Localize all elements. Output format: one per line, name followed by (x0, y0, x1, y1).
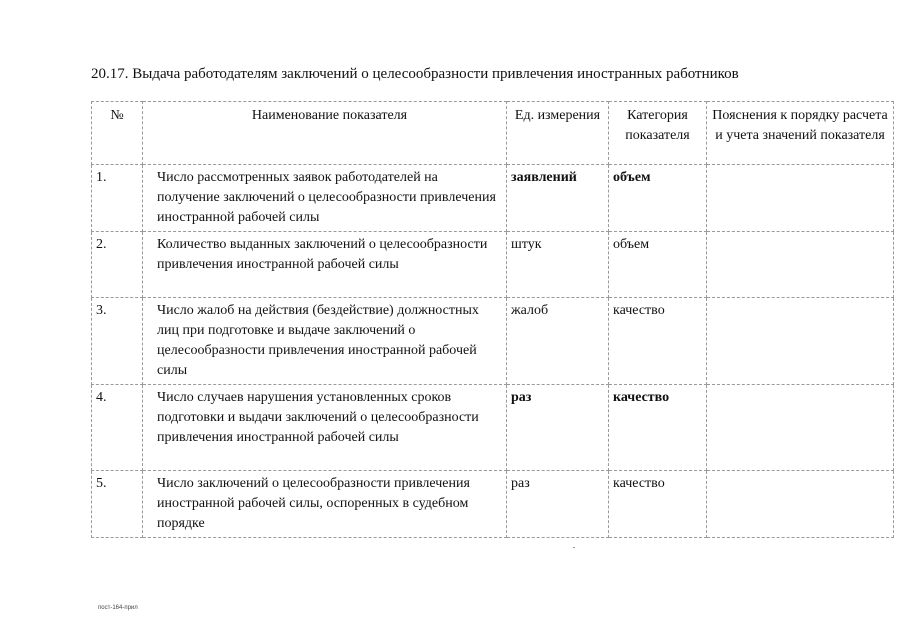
header-indicator-name: Наименование показателя (143, 102, 507, 165)
row-number: 4. (92, 385, 143, 471)
indicator-name: Число жалоб на действия (бездействие) должностных лиц при подготовке и выдаче заключений о целесообразности привлечения иностранной рабочей силы (143, 298, 507, 385)
indicator-name: Число случаев нарушения установленных сроков подготовки и выдачи заключений о целесообразности привлечения иностранной рабочей силы (143, 385, 507, 471)
indicator-name: Число заключений о целесообразности привлечения иностранной рабочей силы, оспоренных в судебном порядке (143, 471, 507, 538)
table-row (92, 298, 894, 385)
header-notes: Пояснения к порядку расчета и учета значений показателя (707, 102, 894, 165)
category-value: объем (609, 232, 707, 298)
unit-value: заявлений (507, 165, 609, 232)
table-row (92, 165, 894, 232)
row-number: 1. (92, 165, 143, 232)
table-row (92, 471, 894, 538)
notes-value (707, 298, 894, 385)
row-number: 3. (92, 298, 143, 385)
row-number: 5. (92, 471, 143, 538)
notes-value (707, 471, 894, 538)
scan-speck (573, 547, 575, 548)
footer-note: пост-164-прил (98, 605, 138, 611)
indicator-name: Число рассмотренных заявок работодателей на получение заключений о целесообразности привлечения иностранной рабочей силы (143, 165, 507, 232)
unit-value: раз (507, 385, 609, 471)
unit-value: раз (507, 471, 609, 538)
category-value: качество (609, 471, 707, 538)
unit-value: жалоб (507, 298, 609, 385)
notes-value (707, 385, 894, 471)
indicator-name: Количество выданных заключений о целесообразности привлечения иностранной рабочей силы (143, 232, 507, 298)
table-row (92, 385, 894, 471)
row-number: 2. (92, 232, 143, 298)
indicators-table (91, 101, 894, 538)
page-title: 20.17. Выдача работодателям заключений о целесообразности привлечения иностранных работников (91, 66, 739, 82)
header-category: Категория показателя (609, 102, 707, 165)
table-header-row (92, 102, 894, 165)
category-value: качество (609, 385, 707, 471)
header-unit: Ед. измерения (507, 102, 609, 165)
indicators-table-container (91, 101, 888, 538)
table-row (92, 232, 894, 298)
notes-value (707, 165, 894, 232)
header-number: № (92, 102, 143, 165)
category-value: объем (609, 165, 707, 232)
notes-value (707, 232, 894, 298)
unit-value: штук (507, 232, 609, 298)
category-value: качество (609, 298, 707, 385)
